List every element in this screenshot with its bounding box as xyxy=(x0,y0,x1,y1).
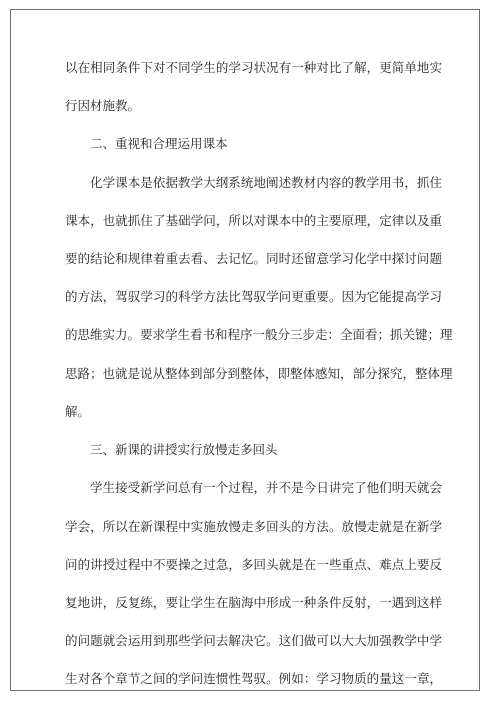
text-line: 学会，所以在新课程中实施放慢走多回头的方法。放慢走就是在新学 xyxy=(65,519,442,534)
text-line: 思路；也就是说从整体到部分到整体，即整体感知，部分探究，整体理 xyxy=(65,366,453,381)
text-line: 生对各个章节之间的学问连惯性驾驭。例如：学习物质的量这一章， xyxy=(65,671,442,686)
text-line: 的方法，驾驭学习的科学方法比驾驭学问更重要。因为它能提高学习 xyxy=(65,289,442,304)
document-page xyxy=(10,9,480,691)
text-line: 化学课本是依据教学大纲系统地阐述教材内容的教学用书，抓住 xyxy=(90,175,442,190)
text-line: 课本，也就抓住了基础学问，所以对课本中的主要原理，定律以及重 xyxy=(65,213,442,228)
text-line: 行因材施教。 xyxy=(65,98,141,113)
text-line: 以在相同条件下对不同学生的学习状况有一种对比了解，更简单地实 xyxy=(65,60,442,75)
text-line: 的思维实力。要求学生看书和程序一般分三步走：全面看；抓关键；理 xyxy=(65,327,453,342)
text-line: 问的讲授过程中不要操之过急，多回头就是在一些重点、难点上要反 xyxy=(65,557,442,572)
text-line: 要的结论和规律着重去看、去记忆。同时还留意学习化学中探讨问题 xyxy=(65,251,442,266)
text-line: 的问题就会运用到那些学问去解决它。这们做可以大大加强教学中学 xyxy=(65,633,442,648)
section-heading: 二、重视和合理运用课本 xyxy=(90,136,228,151)
section-heading: 三、新课的讲授实行放慢走多回头 xyxy=(90,442,278,457)
text-line: 复地讲，反复练，要让学生在脑海中形成一种条件反射，一遇到这样 xyxy=(65,595,442,610)
text-line: 解。 xyxy=(65,404,91,419)
text-line: 学生接受新学问总有一个过程，并不是今日讲完了他们明天就会 xyxy=(90,480,442,495)
